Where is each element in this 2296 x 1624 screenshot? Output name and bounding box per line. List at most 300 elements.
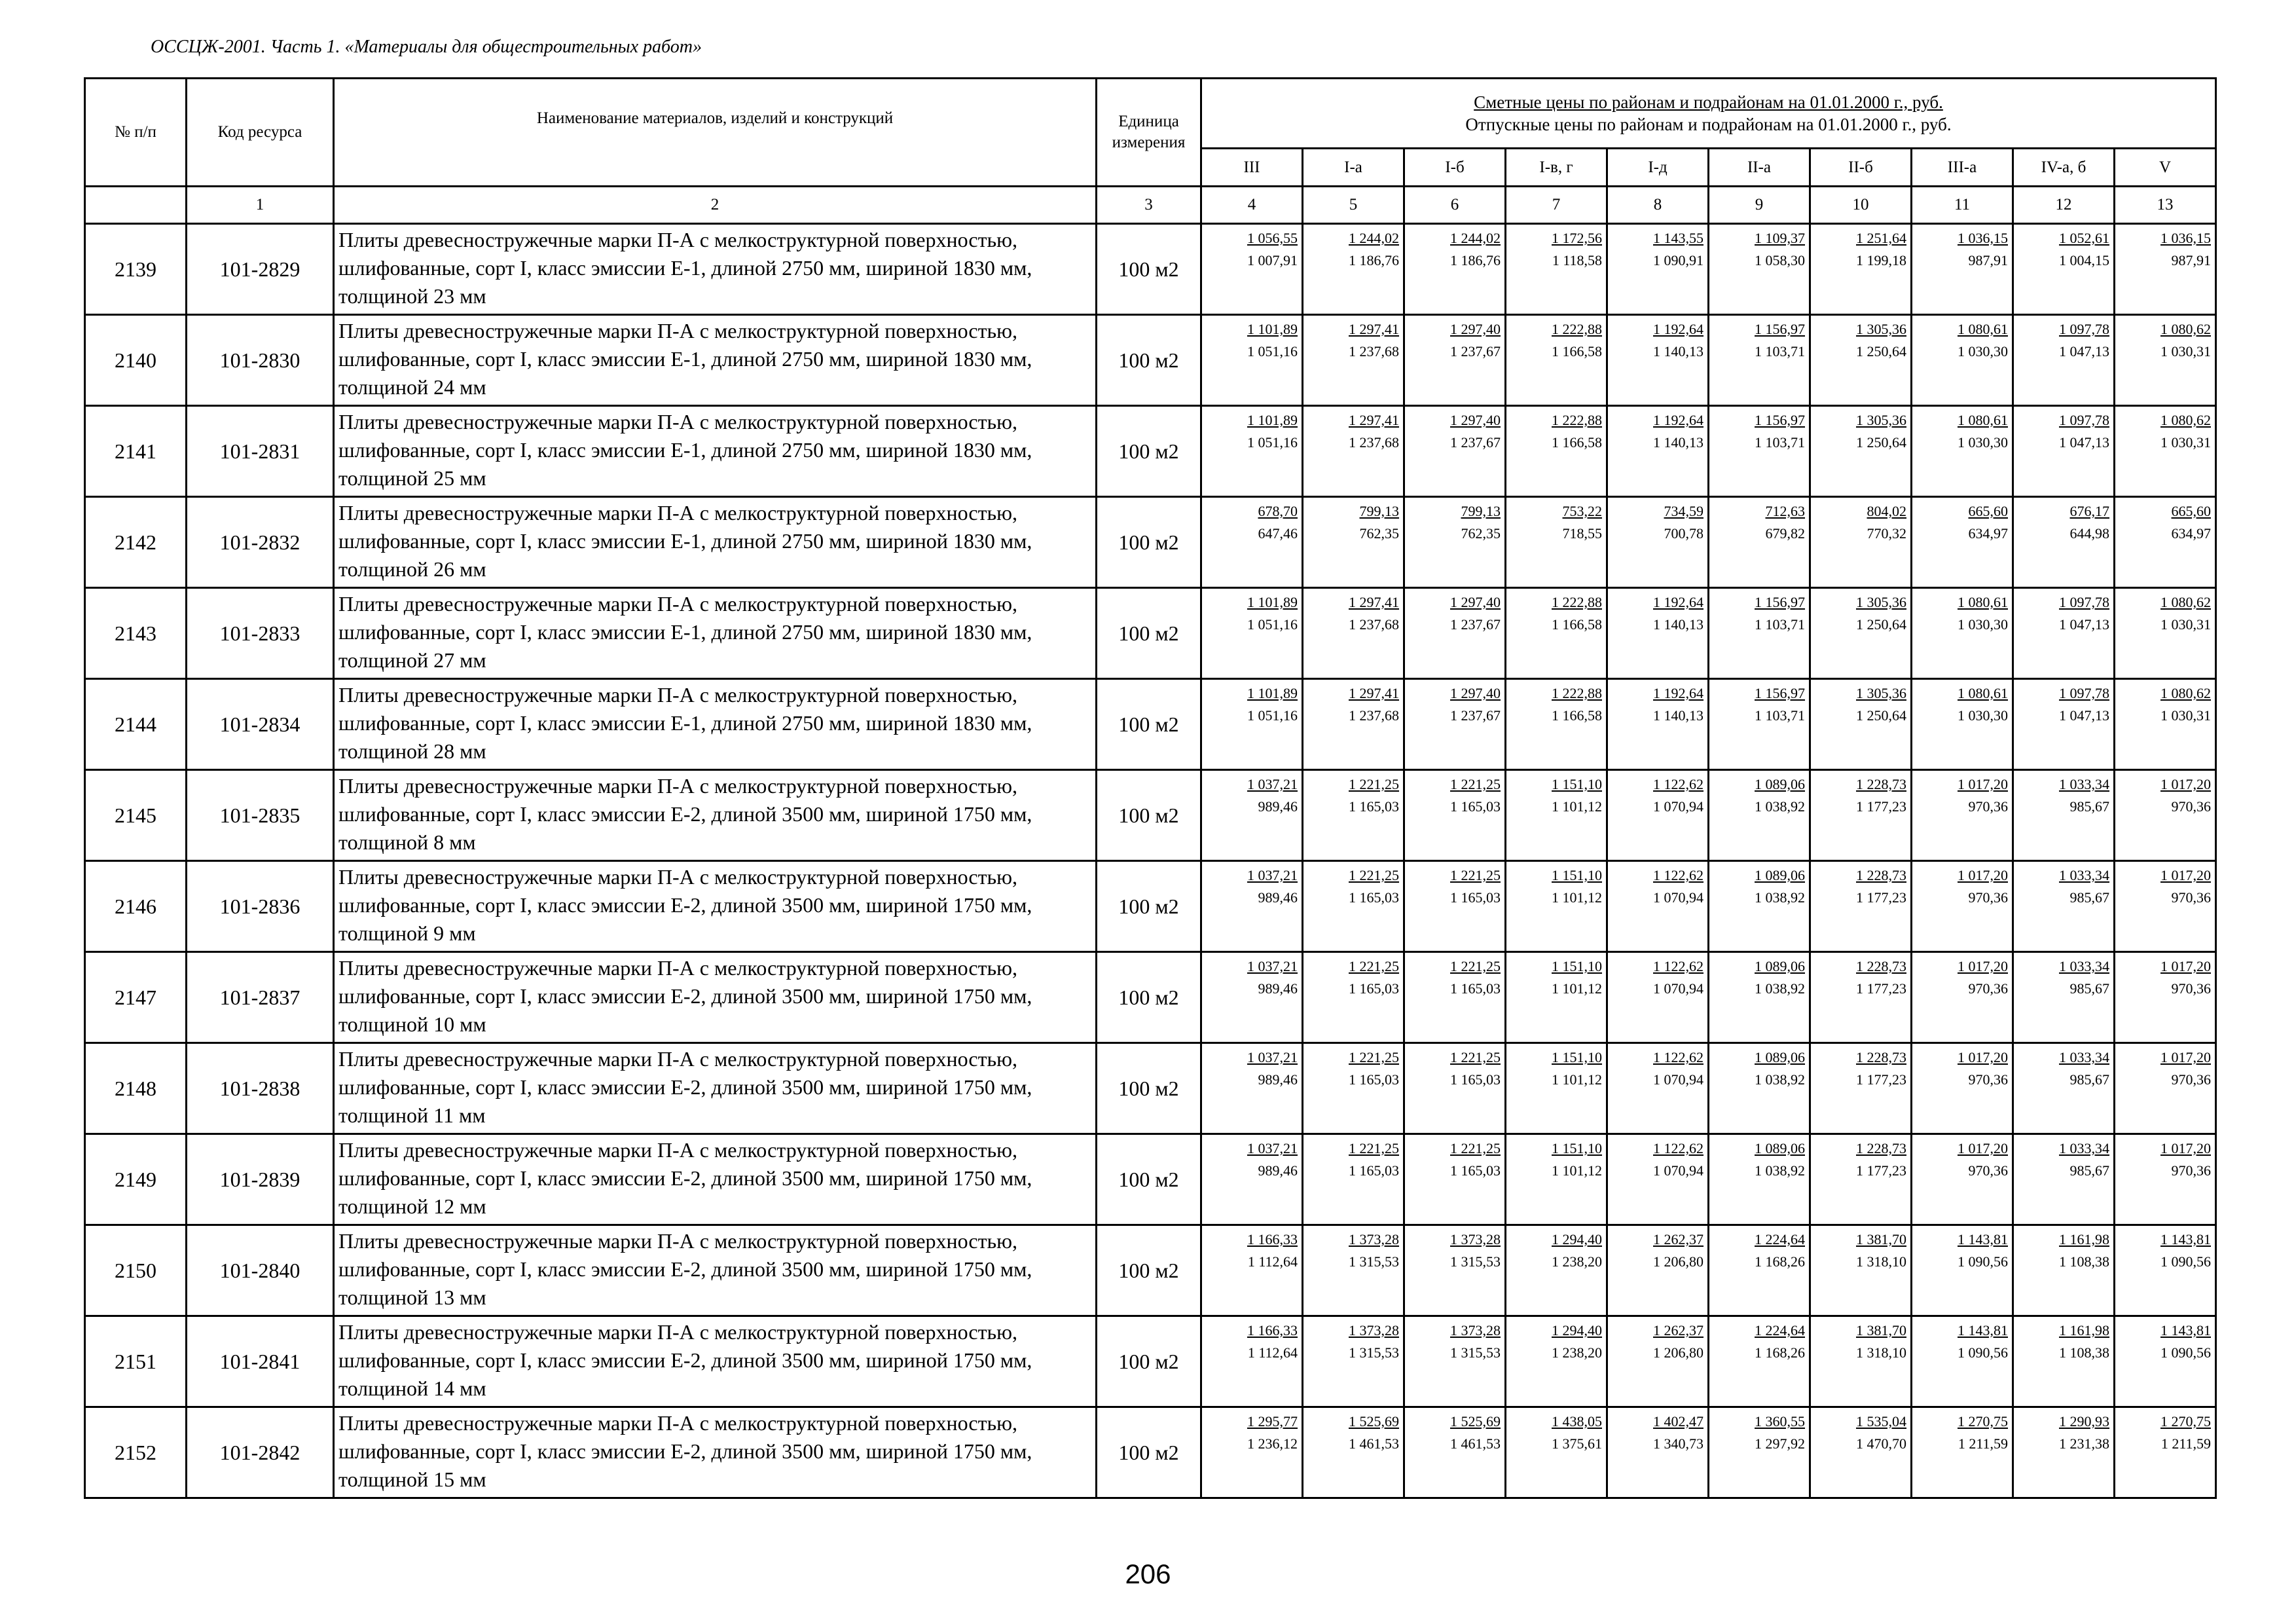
price-cell — [1709, 1316, 1810, 1407]
zone-header: I-б — [1404, 149, 1506, 187]
estimated-price: 1 221,25 — [1450, 958, 1501, 974]
estimated-price: 1 151,10 — [1552, 867, 1602, 883]
price-cell — [1506, 497, 1607, 588]
wholesale-price: 970,36 — [2171, 1071, 2211, 1088]
estimated-price: 678,70 — [1258, 503, 1298, 519]
wholesale-price: 1 007,91 — [1247, 252, 1298, 268]
estimated-price: 1 017,20 — [1958, 1140, 2008, 1156]
wholesale-price: 1 237,67 — [1450, 343, 1501, 360]
estimated-price: 1 295,77 — [1247, 1413, 1298, 1430]
header-row — [85, 79, 2216, 149]
price-cell — [1506, 1134, 1607, 1225]
estimated-price: 1 036,15 — [1958, 230, 2008, 246]
wholesale-price: 634,97 — [2171, 525, 2211, 542]
wholesale-price: 970,36 — [2171, 889, 2211, 906]
price-cell — [1607, 861, 1709, 952]
wholesale-price: 989,46 — [1258, 889, 1298, 906]
table-row — [85, 1225, 2216, 1316]
price-cell — [1607, 679, 1709, 770]
price-cell — [1810, 1407, 1912, 1498]
estimated-price: 665,60 — [2171, 503, 2211, 519]
material-name: Плиты древесностружечные марки П-А с мелкоструктурной поверхностью, шлифованные, сорт I, класс эмиссии Е-2, длиной 3500 мм, шириной 1750 мм, толщиной 10 мм — [334, 952, 1097, 1043]
unit-of-measure: 100 м2 — [1097, 679, 1201, 770]
table-row — [85, 497, 2216, 588]
price-cell — [1201, 770, 1303, 861]
column-number: 1 — [187, 187, 334, 224]
estimated-price: 1 297,41 — [1349, 594, 1399, 610]
table-row — [85, 861, 2216, 952]
estimated-price: 1 122,62 — [1653, 1049, 1704, 1065]
estimated-price: 1 033,34 — [2059, 958, 2109, 974]
estimated-price: 1 037,21 — [1247, 867, 1298, 883]
price-cell — [1912, 770, 2013, 861]
wholesale-price: 1 165,03 — [1450, 1071, 1501, 1088]
material-name: Плиты древесностружечные марки П-А с мелкоструктурной поверхностью, шлифованные, сорт I, класс эмиссии Е-2, длиной 3500 мм, шириной 1750 мм, толщиной 13 мм — [334, 1225, 1097, 1316]
material-name: Плиты древесностружечные марки П-А с мелкоструктурной поверхностью, шлифованные, сорт I, класс эмиссии Е-2, длиной 3500 мм, шириной 1750 мм, толщиной 14 мм — [334, 1316, 1097, 1407]
wholesale-price: 1 051,16 — [1247, 616, 1298, 633]
price-cell — [1912, 315, 2013, 406]
resource-code: 101-2832 — [187, 497, 334, 588]
wholesale-price: 1 101,12 — [1552, 798, 1602, 815]
price-cell — [1912, 497, 2013, 588]
price-cell — [1912, 1134, 2013, 1225]
estimated-price: 1 080,62 — [2160, 321, 2211, 337]
wholesale-price: 970,36 — [1968, 1071, 2008, 1088]
price-cell — [1607, 1407, 1709, 1498]
wholesale-price: 1 238,20 — [1552, 1253, 1602, 1270]
estimated-price: 1 381,70 — [1856, 1322, 1906, 1338]
estimated-price: 1 192,64 — [1653, 412, 1704, 428]
wholesale-price: 1 177,23 — [1856, 1071, 1906, 1088]
price-cell — [1912, 588, 2013, 679]
wholesale-price: 985,67 — [2069, 798, 2109, 815]
estimated-price: 1 037,21 — [1247, 1140, 1298, 1156]
price-cell — [1201, 1225, 1303, 1316]
wholesale-price: 1 030,31 — [2160, 707, 2211, 724]
estimated-price: 1 089,06 — [1755, 958, 1805, 974]
unit-of-measure: 100 м2 — [1097, 1043, 1201, 1134]
wholesale-price: 1 186,76 — [1450, 252, 1501, 268]
estimated-price: 1 089,06 — [1755, 867, 1805, 883]
estimated-price: 1 097,78 — [2059, 321, 2109, 337]
resource-code: 101-2835 — [187, 770, 334, 861]
wholesale-price: 1 030,31 — [2160, 434, 2211, 451]
estimated-price: 1 192,64 — [1653, 594, 1704, 610]
table-row — [85, 679, 2216, 770]
row-number: 2141 — [85, 406, 187, 497]
wholesale-price: 1 165,03 — [1349, 1162, 1399, 1179]
wholesale-price: 1 030,30 — [1958, 707, 2008, 724]
price-cell — [1810, 1225, 1912, 1316]
estimated-price: 1 221,25 — [1450, 776, 1501, 792]
wholesale-price: 1 030,30 — [1958, 343, 2008, 360]
price-cell — [2115, 497, 2216, 588]
price-cell — [1810, 497, 1912, 588]
price-cell — [2013, 1043, 2115, 1134]
wholesale-price: 1 237,67 — [1450, 434, 1501, 451]
estimated-price: 1 143,81 — [1958, 1322, 2008, 1338]
table-row — [85, 770, 2216, 861]
wholesale-price: 1 090,56 — [2160, 1253, 2211, 1270]
price-cell — [1201, 588, 1303, 679]
row-number: 2142 — [85, 497, 187, 588]
wholesale-price: 644,98 — [2069, 525, 2109, 542]
wholesale-price: 1 090,56 — [1958, 1344, 2008, 1361]
price-cell — [1506, 315, 1607, 406]
estimated-price: 1 294,40 — [1552, 1231, 1602, 1247]
price-cell — [2013, 1134, 2115, 1225]
estimated-price: 1 052,61 — [2059, 230, 2109, 246]
wholesale-price: 1 340,73 — [1653, 1435, 1704, 1452]
estimated-price: 1 373,28 — [1450, 1231, 1501, 1247]
wholesale-price: 1 211,59 — [1958, 1435, 2008, 1452]
estimated-price: 1 297,40 — [1450, 321, 1501, 337]
column-number: 11 — [1912, 187, 2013, 224]
estimated-price: 1 221,25 — [1349, 867, 1399, 883]
column-number: 8 — [1607, 187, 1709, 224]
price-cell — [2115, 952, 2216, 1043]
wholesale-price: 634,97 — [1968, 525, 2008, 542]
price-cell — [1912, 1407, 2013, 1498]
price-cell — [2115, 770, 2216, 861]
price-cell — [1810, 588, 1912, 679]
estimated-price: 1 101,89 — [1247, 412, 1298, 428]
wholesale-price: 1 058,30 — [1755, 252, 1805, 268]
price-cell — [1201, 679, 1303, 770]
wholesale-price: 1 090,56 — [2160, 1344, 2211, 1361]
estimated-price: 1 080,61 — [1958, 321, 2008, 337]
estimated-price: 1 122,62 — [1653, 776, 1704, 792]
price-cell — [1404, 497, 1506, 588]
estimated-price: 1 097,78 — [2059, 412, 2109, 428]
zone-header: I-д — [1607, 149, 1709, 187]
estimated-price: 1 221,25 — [1450, 1140, 1501, 1156]
column-number: 5 — [1303, 187, 1404, 224]
estimated-price: 1 143,55 — [1653, 230, 1704, 246]
table-row — [85, 1043, 2216, 1134]
wholesale-price: 1 461,53 — [1450, 1435, 1501, 1452]
estimated-price: 1 262,37 — [1653, 1322, 1704, 1338]
price-cell — [1404, 1225, 1506, 1316]
resource-code: 101-2839 — [187, 1134, 334, 1225]
price-cell — [2115, 315, 2216, 406]
wholesale-price: 1 038,92 — [1755, 980, 1805, 997]
wholesale-price: 1 070,94 — [1653, 1071, 1704, 1088]
material-name: Плиты древесностружечные марки П-А с мелкоструктурной поверхностью, шлифованные, сорт I, класс эмиссии Е-2, длиной 3500 мм, шириной 1750 мм, толщиной 11 мм — [334, 1043, 1097, 1134]
column-number: 12 — [2013, 187, 2115, 224]
price-cell — [1303, 1134, 1404, 1225]
price-cell — [1607, 497, 1709, 588]
wholesale-price: 1 237,68 — [1349, 343, 1399, 360]
wholesale-price: 970,36 — [1968, 1162, 2008, 1179]
unit-of-measure: 100 м2 — [1097, 952, 1201, 1043]
price-cell — [1607, 406, 1709, 497]
estimated-price: 1 224,64 — [1755, 1322, 1805, 1338]
wholesale-price: 1 140,13 — [1653, 616, 1704, 633]
estimated-price: 1 305,36 — [1856, 412, 1906, 428]
page-number: 206 — [1125, 1559, 1171, 1589]
estimated-price: 1 373,28 — [1349, 1231, 1399, 1247]
price-cell — [1607, 224, 1709, 315]
wholesale-price: 1 030,31 — [2160, 343, 2211, 360]
zone-header: IV-а, б — [2013, 149, 2115, 187]
estimated-price: 1 161,98 — [2059, 1322, 2109, 1338]
wholesale-price: 1 165,03 — [1450, 980, 1501, 997]
row-number: 2140 — [85, 315, 187, 406]
wholesale-price: 679,82 — [1765, 525, 1805, 542]
price-cell — [1506, 588, 1607, 679]
price-cell — [1303, 1316, 1404, 1407]
price-cell — [1709, 861, 1810, 952]
wholesale-price: 1 177,23 — [1856, 798, 1906, 815]
price-cell — [2013, 1225, 2115, 1316]
row-number: 2149 — [85, 1134, 187, 1225]
wholesale-price: 1 051,16 — [1247, 343, 1298, 360]
price-cell — [1607, 1134, 1709, 1225]
wholesale-price: 1 103,71 — [1755, 434, 1805, 451]
wholesale-price: 985,67 — [2069, 1071, 2109, 1088]
price-cell — [1404, 315, 1506, 406]
wholesale-price: 1 165,03 — [1450, 889, 1501, 906]
estimated-price: 1 080,61 — [1958, 594, 2008, 610]
price-cell — [1607, 588, 1709, 679]
wholesale-price: 718,55 — [1562, 525, 1602, 542]
price-cell — [1404, 1043, 1506, 1134]
wholesale-price: 1 250,64 — [1856, 434, 1906, 451]
column-number: 4 — [1201, 187, 1303, 224]
estimated-price: 1 222,88 — [1552, 685, 1602, 701]
wholesale-price: 1 101,12 — [1552, 889, 1602, 906]
wholesale-price: 1 140,13 — [1653, 434, 1704, 451]
estimated-price: 1 251,64 — [1856, 230, 1906, 246]
resource-code: 101-2841 — [187, 1316, 334, 1407]
row-number: 2146 — [85, 861, 187, 952]
price-cell — [1709, 1225, 1810, 1316]
price-cell — [1709, 1134, 1810, 1225]
wholesale-price: 970,36 — [2171, 980, 2211, 997]
price-cell — [1709, 315, 1810, 406]
resource-code: 101-2842 — [187, 1407, 334, 1498]
resource-code: 101-2836 — [187, 861, 334, 952]
estimated-price: 1 402,47 — [1653, 1413, 1704, 1430]
wholesale-price: 1 103,71 — [1755, 343, 1805, 360]
price-cell — [1201, 497, 1303, 588]
estimated-price: 1 156,97 — [1755, 594, 1805, 610]
price-cell — [1810, 952, 1912, 1043]
price-cell — [1709, 770, 1810, 861]
price-cell — [1810, 1043, 1912, 1134]
wholesale-price: 1 108,38 — [2059, 1253, 2109, 1270]
price-cell — [1506, 1316, 1607, 1407]
price-cell — [1810, 1316, 1912, 1407]
wholesale-price: 1 237,68 — [1349, 707, 1399, 724]
price-cell — [1404, 952, 1506, 1043]
wholesale-price: 989,46 — [1258, 1071, 1298, 1088]
material-name: Плиты древесностружечные марки П-А с мелкоструктурной поверхностью, шлифованные, сорт I, класс эмиссии Е-1, длиной 2750 мм, шириной 1830 мм, толщиной 26 мм — [334, 497, 1097, 588]
prices-subtitle: Отпускные цены по районам и подрайонам на 01.01.2000 г., руб. — [1465, 115, 1952, 134]
wholesale-price: 1 177,23 — [1856, 889, 1906, 906]
price-cell — [2115, 1225, 2216, 1316]
unit-of-measure: 100 м2 — [1097, 1316, 1201, 1407]
price-cell — [1506, 406, 1607, 497]
table-row — [85, 1316, 2216, 1407]
price-cell — [1912, 952, 2013, 1043]
resource-code: 101-2834 — [187, 679, 334, 770]
estimated-price: 1 036,15 — [2160, 230, 2211, 246]
estimated-price: 1 089,06 — [1755, 776, 1805, 792]
price-cell — [1607, 1225, 1709, 1316]
unit-of-measure: 100 м2 — [1097, 1407, 1201, 1498]
estimated-price: 1 525,69 — [1349, 1413, 1399, 1430]
price-cell — [1404, 770, 1506, 861]
estimated-price: 1 151,10 — [1552, 776, 1602, 792]
price-cell — [1709, 952, 1810, 1043]
price-cell — [1810, 315, 1912, 406]
wholesale-price: 1 047,13 — [2059, 343, 2109, 360]
wholesale-price: 1 047,13 — [2059, 616, 2109, 633]
price-cell — [1709, 497, 1810, 588]
price-cell — [1303, 497, 1404, 588]
estimated-price: 1 097,78 — [2059, 685, 2109, 701]
wholesale-price: 1 250,64 — [1856, 707, 1906, 724]
wholesale-price: 1 315,53 — [1349, 1344, 1399, 1361]
resource-code: 101-2840 — [187, 1225, 334, 1316]
wholesale-price: 1 250,64 — [1856, 616, 1906, 633]
price-cell — [1201, 952, 1303, 1043]
price-cell — [1607, 1316, 1709, 1407]
wholesale-price: 1 047,13 — [2059, 707, 2109, 724]
price-cell — [1506, 1225, 1607, 1316]
estimated-price: 1 297,41 — [1349, 412, 1399, 428]
estimated-price: 1 017,20 — [2160, 958, 2211, 974]
wholesale-price: 970,36 — [1968, 889, 2008, 906]
wholesale-price: 647,46 — [1258, 525, 1298, 542]
estimated-price: 1 122,62 — [1653, 1140, 1704, 1156]
estimated-price: 1 297,41 — [1349, 321, 1399, 337]
column-number: 3 — [1097, 187, 1201, 224]
material-name: Плиты древесностружечные марки П-А с мелкоструктурной поверхностью, шлифованные, сорт I, класс эмиссии Е-2, длиной 3500 мм, шириной 1750 мм, толщиной 9 мм — [334, 861, 1097, 952]
price-cell — [1912, 224, 2013, 315]
wholesale-price: 987,91 — [1968, 252, 2008, 268]
wholesale-price: 989,46 — [1258, 980, 1298, 997]
estimated-price: 1 192,64 — [1653, 685, 1704, 701]
unit-of-measure: 100 м2 — [1097, 588, 1201, 679]
wholesale-price: 1 375,61 — [1552, 1435, 1602, 1452]
wholesale-price: 1 250,64 — [1856, 343, 1906, 360]
row-number: 2150 — [85, 1225, 187, 1316]
row-number: 2139 — [85, 224, 187, 315]
price-cell — [2013, 1316, 2115, 1407]
price-cell — [1607, 315, 1709, 406]
estimated-price: 1 017,20 — [1958, 776, 2008, 792]
wholesale-price: 1 165,03 — [1349, 980, 1399, 997]
price-cell — [1303, 1043, 1404, 1134]
wholesale-price: 1 211,59 — [2160, 1435, 2211, 1452]
price-cell — [1506, 1043, 1607, 1134]
wholesale-price: 970,36 — [2171, 798, 2211, 815]
estimated-price: 1 080,61 — [1958, 412, 2008, 428]
wholesale-price: 1 165,03 — [1349, 798, 1399, 815]
unit-of-measure: 100 м2 — [1097, 497, 1201, 588]
estimated-price: 1 166,33 — [1247, 1231, 1298, 1247]
material-name: Плиты древесностружечные марки П-А с мелкоструктурной поверхностью, шлифованные, сорт I, класс эмиссии Е-2, длиной 3500 мм, шириной 1750 мм, толщиной 12 мм — [334, 1134, 1097, 1225]
estimated-price: 1 221,25 — [1450, 1049, 1501, 1065]
estimated-price: 665,60 — [1968, 503, 2008, 519]
row-number: 2151 — [85, 1316, 187, 1407]
estimated-price: 1 270,75 — [2160, 1413, 2211, 1430]
price-cell — [1303, 224, 1404, 315]
wholesale-price: 1 004,15 — [2059, 252, 2109, 268]
table-row — [85, 224, 2216, 315]
price-cell — [2013, 770, 2115, 861]
wholesale-price: 1 090,56 — [1958, 1253, 2008, 1270]
price-cell — [1201, 224, 1303, 315]
wholesale-price: 1 070,94 — [1653, 1162, 1704, 1179]
zone-header: V — [2115, 149, 2216, 187]
estimated-price: 1 221,25 — [1349, 1049, 1399, 1065]
wholesale-price: 1 070,94 — [1653, 980, 1704, 997]
column-number: 9 — [1709, 187, 1810, 224]
wholesale-price: 1 297,92 — [1755, 1435, 1805, 1452]
estimated-price: 1 101,89 — [1247, 685, 1298, 701]
wholesale-price: 1 177,23 — [1856, 980, 1906, 997]
wholesale-price: 1 038,92 — [1755, 1162, 1805, 1179]
price-cell — [2115, 1316, 2216, 1407]
price-cell — [1709, 679, 1810, 770]
material-name: Плиты древесностружечные марки П-А с мелкоструктурной поверхностью, шлифованные, сорт I, класс эмиссии Е-1, длиной 2750 мм, шириной 1830 мм, толщиной 23 мм — [334, 224, 1097, 315]
table-body — [85, 224, 2216, 1498]
estimated-price: 1 037,21 — [1247, 958, 1298, 974]
price-cell — [1303, 952, 1404, 1043]
row-number: 2152 — [85, 1407, 187, 1498]
estimated-price: 1 228,73 — [1856, 1140, 1906, 1156]
estimated-price: 1 017,20 — [1958, 867, 2008, 883]
estimated-price: 1 033,34 — [2059, 776, 2109, 792]
estimated-price: 1 305,36 — [1856, 685, 1906, 701]
row-number: 2145 — [85, 770, 187, 861]
estimated-price: 1 221,25 — [1349, 1140, 1399, 1156]
wholesale-price: 1 166,58 — [1552, 343, 1602, 360]
price-cell — [1506, 770, 1607, 861]
column-number: 7 — [1506, 187, 1607, 224]
estimated-price: 804,02 — [1867, 503, 1906, 519]
estimated-price: 1 305,36 — [1856, 321, 1906, 337]
price-cell — [1303, 1407, 1404, 1498]
price-cell — [1404, 861, 1506, 952]
wholesale-price: 1 231,38 — [2059, 1435, 2109, 1452]
price-cell — [1201, 1043, 1303, 1134]
price-cell — [1201, 1316, 1303, 1407]
price-cell — [1506, 224, 1607, 315]
price-cell — [2115, 224, 2216, 315]
price-cell — [1404, 1407, 1506, 1498]
col-header-code: Код ресурса — [187, 79, 334, 187]
wholesale-price: 989,46 — [1258, 1162, 1298, 1179]
resource-code: 101-2829 — [187, 224, 334, 315]
wholesale-price: 1 101,12 — [1552, 1162, 1602, 1179]
estimated-price: 1 270,75 — [1958, 1413, 2008, 1430]
estimated-price: 1 228,73 — [1856, 958, 1906, 974]
price-cell — [1709, 588, 1810, 679]
material-name: Плиты древесностружечные марки П-А с мелкоструктурной поверхностью, шлифованные, сорт I, класс эмиссии Е-2, длиной 3500 мм, шириной 1750 мм, толщиной 15 мм — [334, 1407, 1097, 1498]
estimated-price: 1 156,97 — [1755, 685, 1805, 701]
price-cell — [1810, 224, 1912, 315]
estimated-price: 1 228,73 — [1856, 1049, 1906, 1065]
estimated-price: 1 143,81 — [2160, 1322, 2211, 1338]
wholesale-price: 1 108,38 — [2059, 1344, 2109, 1361]
price-cell — [1810, 861, 1912, 952]
wholesale-price: 1 237,67 — [1450, 616, 1501, 633]
